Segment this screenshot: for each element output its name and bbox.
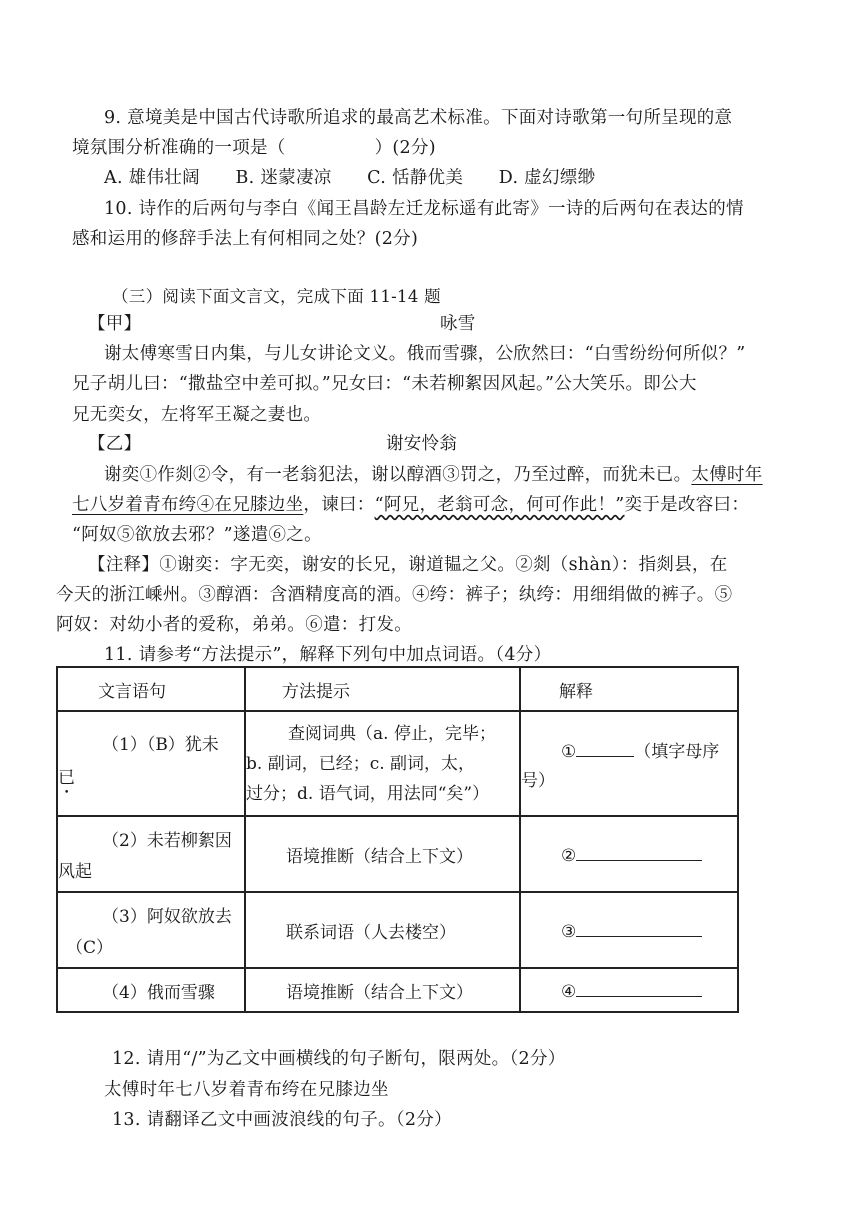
q13-prompt: 13. 请翻译乙文中画波浪线的句子。（2分） bbox=[112, 1110, 452, 1130]
row2-sentence-l2: 风起 bbox=[58, 862, 92, 882]
row2-method bbox=[245, 816, 520, 892]
row2-explanation bbox=[520, 816, 738, 892]
passage-b-line2 bbox=[72, 491, 749, 516]
row3-method bbox=[245, 892, 520, 968]
row1-sentence-l2: 已 bbox=[58, 767, 75, 788]
row2-sentence-l1: （2）未若柳絮因 bbox=[102, 831, 232, 851]
table-row bbox=[57, 816, 738, 892]
notes-line3: 阿奴：对幼小者的爱称，弟弟。⑥遣：打发。 bbox=[56, 615, 412, 635]
answer-marker-2: ② bbox=[561, 846, 577, 866]
notes-line1: 【注释】①谢奕：字无奕，谢安的长兄，谢道韫之父。②剡（shàn）：指剡县，在 bbox=[88, 555, 728, 575]
row1-method-l2: b. 副词，已经；c. 副词，太， bbox=[246, 753, 476, 774]
q12-sentence: 太傅时年七八岁着青布绔在兄膝边坐 bbox=[104, 1080, 389, 1100]
row1-method bbox=[245, 711, 520, 816]
row3-method-text: 联系词语（人去楼空） bbox=[286, 922, 456, 943]
passage-b-line1 bbox=[104, 461, 763, 486]
q11-prompt: 11. 请参考“方法提示”，解释下列句中加点词语。（4分） bbox=[104, 645, 552, 665]
row3-sentence-l1: （3）阿奴欲放去 bbox=[102, 907, 232, 927]
row4-method bbox=[245, 968, 520, 1012]
row1-explanation-l2: 号） bbox=[521, 770, 555, 791]
row4-sentence-text: （4）俄而雪骤 bbox=[102, 982, 215, 1003]
row1-sentence-l1: （1）（B）犹未 bbox=[102, 734, 219, 755]
section3-heading: （三）阅读下面文言文，完成下面 11-14 题 bbox=[112, 287, 441, 306]
passage-a-line2: 兄子胡儿曰：“撒盐空中差可拟。”兄女曰：“未若柳絮因风起。”公大笑乐。即公大 bbox=[72, 374, 697, 394]
passage-b-line2-end: 奕于是改容曰： bbox=[624, 495, 750, 515]
answer-marker-1: ① bbox=[561, 741, 577, 762]
passage-a-line1: 谢太傅寒雪日内集，与儿女讲论文义。俄而雪骤，公欣然曰：“白雪纷纷何所似？” bbox=[104, 344, 746, 364]
header-explanation bbox=[520, 667, 738, 711]
q10-line1: 10. 诗作的后两句与李白《闻王昌龄左迁龙标遥有此寄》一诗的后两句在表达的情 bbox=[104, 199, 744, 219]
header-method bbox=[245, 667, 520, 711]
header-sentence-label: 文言语句 bbox=[98, 681, 166, 702]
table-row bbox=[57, 968, 738, 1012]
q11-table bbox=[56, 666, 739, 1013]
row1-method-l3: 过分；d. 语气词，用法同“矣”） bbox=[246, 783, 490, 804]
q9-line2: 境氛围分析准确的一项是（ ）(2分) bbox=[72, 138, 436, 158]
row1-explanation-l1 bbox=[521, 737, 737, 762]
answer-blank-3[interactable] bbox=[576, 918, 702, 937]
passage-b-title: 谢安怜翁 bbox=[386, 434, 458, 454]
notes-line2: 今天的浙江嵊州。③醇酒：含酒精度高的酒。④绔：裤子；纨绔：用细绢做的裤子。⑤ bbox=[56, 585, 733, 605]
row4-sentence bbox=[57, 968, 245, 1012]
answer-marker-4: ④ bbox=[561, 982, 577, 1002]
row2-sentence bbox=[57, 816, 245, 892]
table-row bbox=[57, 892, 738, 968]
underlined-sentence-part1: 太傅时年 bbox=[691, 465, 763, 485]
header-explanation-label: 解释 bbox=[559, 681, 593, 702]
passage-b-line3: “阿奴⑤欲放去邪？”遂遣⑥之。 bbox=[72, 525, 322, 545]
row3-sentence bbox=[57, 892, 245, 968]
answer-marker-3: ③ bbox=[561, 922, 577, 942]
header-sentence bbox=[57, 667, 245, 711]
table-row bbox=[57, 711, 738, 816]
row2-method-text: 语境推断（结合上下文） bbox=[286, 846, 473, 867]
q9-options: A. 雄伟壮阔 B. 迷蒙凄凉 C. 恬静优美 D. 虚幻缥缈 bbox=[104, 168, 596, 188]
passage-a-title: 咏雪 bbox=[440, 314, 476, 334]
row3-explanation bbox=[520, 892, 738, 968]
row4-method-text: 语境推断（结合上下文） bbox=[286, 982, 473, 1003]
row1-explanation-hint: （填字母序 bbox=[634, 741, 720, 762]
row3-sentence-l2: （C） bbox=[66, 938, 114, 958]
row1-method-l1: 查阅词典（a. 停止，完毕； bbox=[288, 723, 496, 744]
passage-b-tag: 【乙】 bbox=[88, 434, 142, 454]
q10-line2: 感和运用的修辞手法上有何相同之处？(2分) bbox=[72, 229, 419, 249]
q12-prompt: 12. 请用“/”为乙文中画横线的句子断句，限两处。（2分） bbox=[112, 1049, 566, 1069]
row1-explanation bbox=[520, 711, 738, 816]
row4-explanation bbox=[520, 968, 738, 1012]
passage-b-line1-text: 谢奕①作剡②令，有一老翁犯法，谢以醇酒③罚之，乃至过醉，而犹未已。 bbox=[104, 465, 692, 485]
wavy-underlined-sentence: “阿兄，老翁可念，何可作此！” bbox=[374, 495, 625, 515]
answer-blank-1[interactable] bbox=[576, 738, 634, 757]
passage-a-line3: 兄无奕女，左将军王凝之妻也。 bbox=[72, 405, 322, 425]
q9-line1: 9. 意境美是中国古代诗歌所追求的最高艺术标准。下面对诗歌第一句所呈现的意 bbox=[104, 108, 733, 128]
table-header-row bbox=[57, 667, 738, 711]
answer-blank-4[interactable] bbox=[576, 978, 702, 997]
underlined-sentence-part2: 七八岁着青布绔④在兄膝边坐 bbox=[72, 495, 304, 515]
passage-a-tag: 【甲】 bbox=[88, 314, 142, 334]
header-method-label: 方法提示 bbox=[282, 681, 350, 702]
row1-sentence bbox=[57, 711, 245, 816]
passage-b-line2-mid: ，谏曰： bbox=[303, 495, 375, 515]
answer-blank-2[interactable] bbox=[576, 842, 702, 861]
